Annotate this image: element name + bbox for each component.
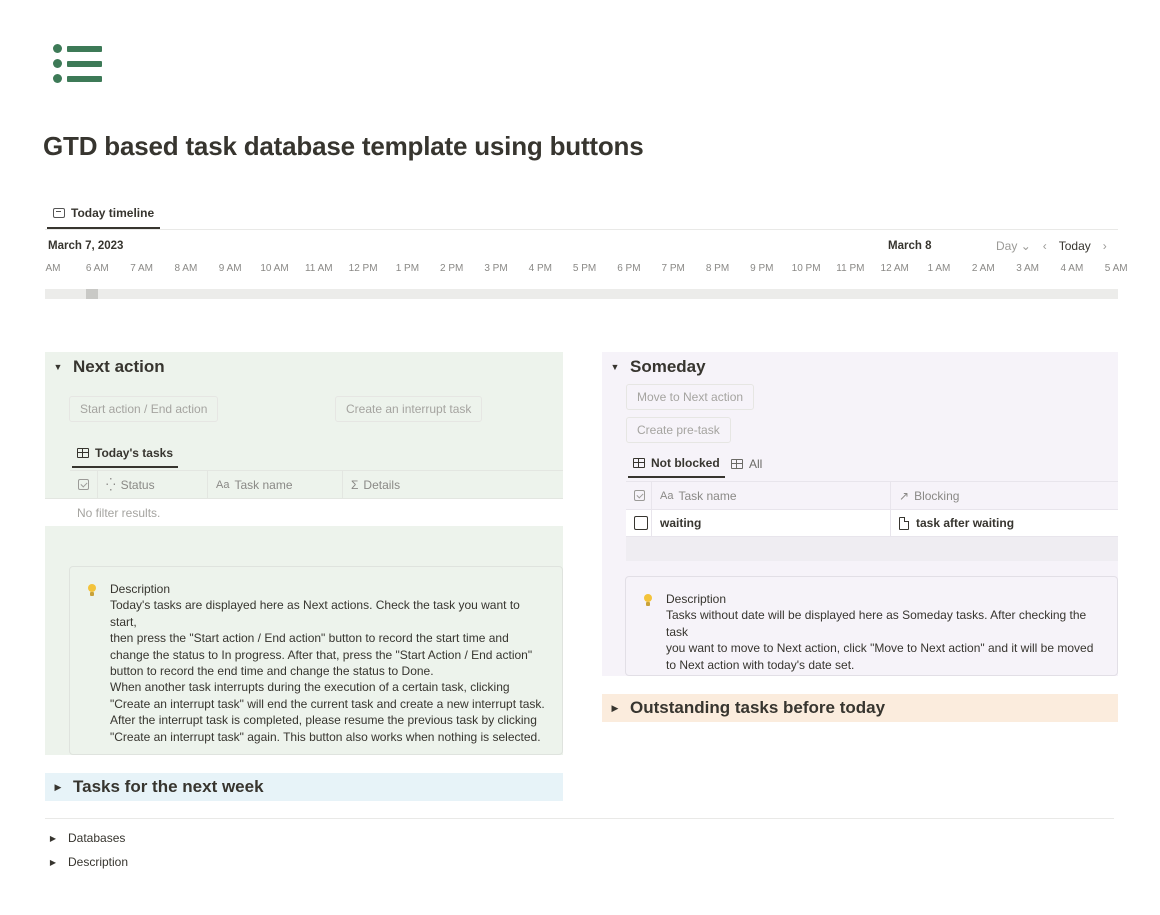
- column-status[interactable]: [98, 471, 208, 498]
- table-icon: [731, 459, 743, 469]
- callout-title: Description: [110, 582, 171, 596]
- callout-line: button to record the end time and change the status to Done.: [110, 664, 434, 679]
- callout-line: "Create an interrupt task" will end the current task and create a new interrupt task.: [110, 696, 545, 711]
- timeline-hour-label: 8 PM: [705, 263, 730, 274]
- outstanding-panel[interactable]: [602, 694, 1118, 722]
- tab-label: All: [749, 457, 763, 471]
- callout-line: "Create an interrupt task" again. This button also works when nothing is selected.: [110, 729, 541, 744]
- column-label: Details: [363, 477, 401, 492]
- row-blocking[interactable]: [891, 510, 1118, 536]
- timeline-hour-label: 2 AM: [971, 263, 995, 274]
- scale-label: Day: [996, 239, 1018, 253]
- timeline-hour-label: 4 PM: [528, 263, 552, 274]
- timeline-hour-label: 9 AM: [218, 263, 242, 274]
- someday-toggle[interactable]: [610, 357, 706, 377]
- row-checkbox[interactable]: [626, 510, 652, 536]
- tab-label: Today's tasks: [95, 446, 173, 460]
- create-pre-task-button[interactable]: Create pre-task: [626, 417, 731, 443]
- timeline-hour-label: 9 PM: [750, 263, 774, 274]
- timeline-hour-label: 1 PM: [395, 263, 420, 274]
- timeline-hour-label: 6 AM: [85, 263, 109, 274]
- column-label: Task name: [678, 488, 737, 503]
- column-blocking[interactable]: [891, 482, 1118, 509]
- timeline-hour-label: 11 PM: [836, 263, 865, 274]
- next-action-panel: [45, 352, 563, 755]
- timeline-hour-label: 1 AM: [927, 263, 951, 274]
- column-label: Status: [120, 477, 155, 492]
- someday-heading: Someday: [630, 357, 706, 376]
- triangle-right-icon: ▶: [611, 702, 619, 713]
- table-icon: [77, 448, 89, 458]
- tab-not-blocked[interactable]: [628, 450, 725, 478]
- column-details[interactable]: [343, 471, 563, 498]
- checkbox-icon: [634, 490, 645, 501]
- column-checkbox[interactable]: [70, 471, 98, 498]
- timeline-hour-label: 7 AM: [130, 263, 153, 274]
- triangle-right-icon: ▶: [54, 781, 62, 792]
- timeline-hour-label: 3 AM: [1016, 263, 1039, 274]
- next-action-callout: [69, 566, 563, 755]
- tab-today-timeline[interactable]: [47, 199, 160, 229]
- someday-callout: [625, 576, 1118, 676]
- someday-panel: [602, 352, 1118, 676]
- triangle-right-icon: ▶: [49, 857, 57, 867]
- callout-title: Description: [666, 592, 727, 606]
- callout-line: When another task interrupts during the execution of a certain task, clicking: [110, 680, 510, 695]
- text-type-icon: Aa: [216, 478, 230, 491]
- row-task-name[interactable]: waiting: [652, 510, 891, 536]
- timeline-hour-label: 10 PM: [791, 263, 821, 274]
- triangle-right-icon: ▶: [49, 833, 57, 843]
- timeline-hour-label: 7 PM: [661, 263, 685, 274]
- timeline-hour-label: 4 AM: [1060, 263, 1084, 274]
- timeline-icon: [53, 208, 65, 218]
- checkbox[interactable]: [634, 516, 648, 530]
- table-row[interactable]: [626, 509, 1118, 537]
- new-row-area[interactable]: [626, 537, 1118, 561]
- outstanding-heading: Outstanding tasks before today: [630, 698, 886, 717]
- timeline-hour-label: 6 PM: [617, 263, 641, 274]
- timeline-hour-label: 10 AM: [260, 263, 289, 274]
- bulleted-list-icon[interactable]: [50, 40, 106, 88]
- callout-line: to Next action with today's date set.: [666, 657, 855, 672]
- callout-line: Today's tasks are displayed here as Next actions. Check the task you want to start,: [110, 598, 520, 629]
- next-week-toggle[interactable]: [53, 777, 264, 797]
- toggle-databases[interactable]: [48, 831, 125, 845]
- callout-line: Tasks without date will be displayed here as Someday tasks. After checking the task: [666, 608, 1087, 639]
- timeline-hour-label: 12 AM: [880, 263, 909, 274]
- next-week-heading: Tasks for the next week: [73, 777, 264, 796]
- scale-selector[interactable]: [996, 239, 1031, 253]
- next-week-panel[interactable]: [45, 773, 563, 801]
- timeline-hour-label: 8 AM: [174, 263, 198, 274]
- timeline-hour-label: 3 PM: [484, 263, 508, 274]
- divider: [45, 818, 1114, 819]
- table-header: [626, 481, 1118, 509]
- toggle-label: Databases: [68, 831, 126, 845]
- outstanding-toggle[interactable]: [610, 698, 885, 718]
- timeline-controls: [996, 239, 1107, 253]
- timeline-hour-label: AM: [45, 263, 61, 274]
- lightbulb-icon: [643, 594, 653, 608]
- timeline-track[interactable]: [45, 289, 1118, 299]
- relation-arrow-icon: ↗: [899, 488, 910, 503]
- checkbox-icon: [78, 479, 89, 490]
- callout-line: you want to move to Next action, click "Move to Next action" and it will be moved: [666, 641, 1094, 656]
- triangle-down-icon: ▼: [53, 362, 63, 372]
- tab-all[interactable]: [726, 450, 767, 478]
- column-task-name[interactable]: [652, 482, 891, 509]
- timeline-date-left: March 7, 2023: [48, 240, 124, 252]
- column-task-name[interactable]: [208, 471, 343, 498]
- table-header: [70, 470, 563, 498]
- text-type-icon: Aa: [660, 489, 674, 502]
- column-label: Blocking: [914, 488, 960, 503]
- timeline-date-right: March 8: [888, 240, 932, 252]
- move-to-next-action-button[interactable]: Move to Next action: [626, 384, 754, 410]
- table-icon: [633, 458, 645, 468]
- divider: [45, 229, 1118, 230]
- timeline-hour-label: 12 PM: [348, 263, 378, 274]
- next-action-heading: Next action: [73, 357, 165, 376]
- blocking-link[interactable]: task after waiting: [916, 516, 1015, 530]
- status-icon: ⁛: [106, 477, 116, 492]
- timeline-hour-label: 2 PM: [440, 263, 464, 274]
- chevron-down-icon: ⌄: [1020, 239, 1031, 253]
- timeline-hour-label: 5 AM: [1104, 263, 1128, 274]
- start-end-action-button[interactable]: Start action / End action: [69, 396, 218, 422]
- empty-state: No filter results.: [45, 498, 563, 526]
- chevron-left-icon[interactable]: ‹: [1042, 239, 1047, 253]
- callout-line: change the status to In progress. After that, press the "Start Action / End action": [110, 647, 533, 662]
- callout-line: then press the "Start action / End action" button to record the start time and: [110, 631, 509, 646]
- tab-label: Not blocked: [651, 456, 720, 470]
- column-label: Task name: [234, 477, 293, 492]
- lightbulb-icon: [87, 584, 97, 598]
- page-title: GTD based task database template using buttons: [43, 131, 644, 161]
- formula-icon: Σ: [351, 477, 359, 492]
- page-icon: [899, 517, 909, 530]
- today-button[interactable]: Today: [1058, 239, 1091, 253]
- create-interrupt-task-button[interactable]: Create an interrupt task: [335, 396, 482, 422]
- tab-label: Today timeline: [71, 206, 155, 220]
- column-checkbox[interactable]: [626, 482, 652, 509]
- toggle-label: Description: [68, 855, 129, 869]
- tab-todays-tasks[interactable]: [72, 440, 178, 468]
- timeline-now-marker: [86, 289, 98, 299]
- timeline-hour-labels: [45, 263, 1128, 277]
- callout-line: After the interrupt task is completed, please resume the previous task by clicking: [110, 713, 537, 728]
- next-action-toggle[interactable]: [53, 357, 165, 377]
- timeline-hour-label: 11 AM: [304, 263, 333, 274]
- chevron-right-icon[interactable]: ›: [1102, 239, 1107, 253]
- timeline-hour-label: 5 PM: [572, 263, 597, 274]
- triangle-down-icon: ▼: [610, 362, 620, 372]
- toggle-description[interactable]: [48, 855, 128, 869]
